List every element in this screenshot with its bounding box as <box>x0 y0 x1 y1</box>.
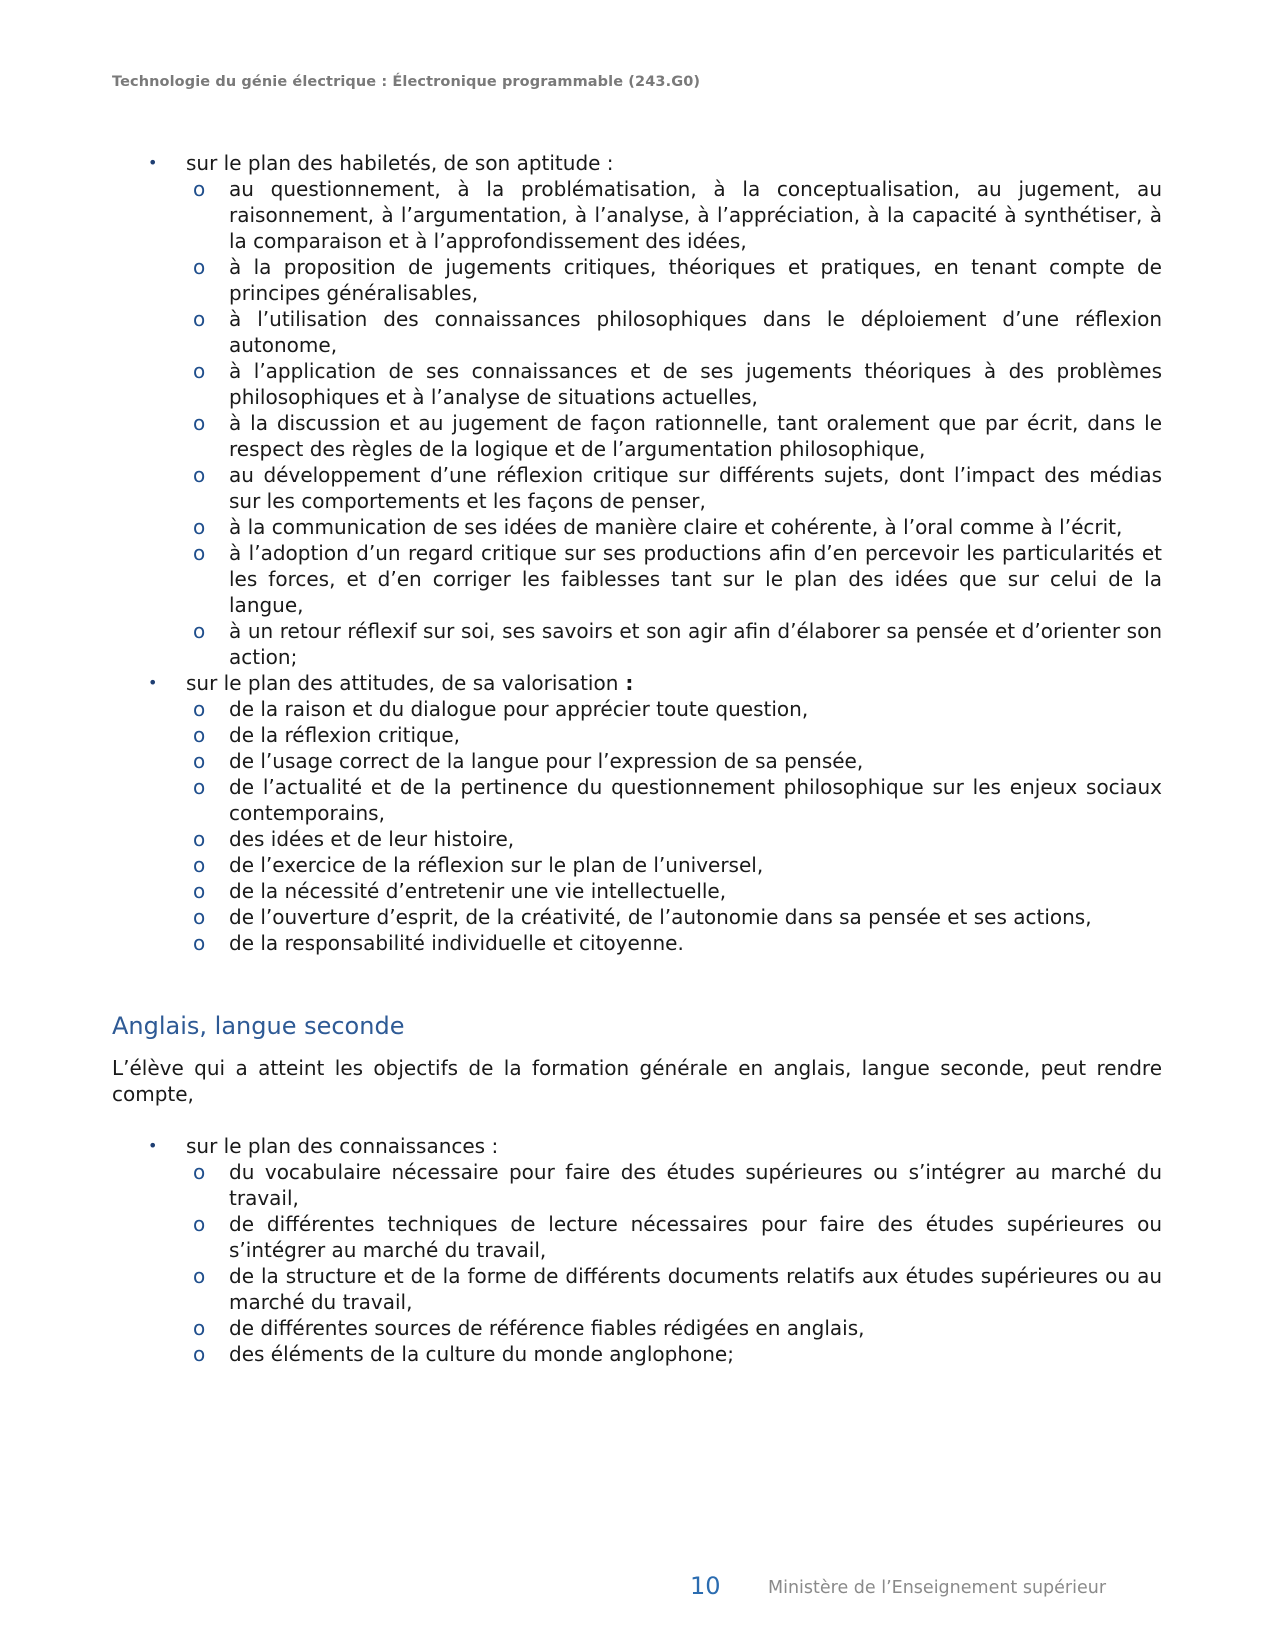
sub-list-item <box>193 514 1162 540</box>
list-label: sur le plan des habiletés, de son aptitude : <box>186 151 614 175</box>
sub-bullet-marker: o <box>193 749 206 773</box>
sub-list-item <box>193 930 1162 956</box>
skills-sublist <box>186 176 1162 670</box>
sub-bullet-marker: o <box>193 541 206 565</box>
sub-list-item <box>193 176 1162 254</box>
section-intro: L’élève qui a atteint les objectifs de la formation générale en anglais, langue seconde, peut rendre compte, <box>112 1056 1162 1106</box>
sub-list-item <box>193 306 1162 358</box>
sub-bullet-marker: o <box>193 1212 206 1236</box>
list-label: sur le plan des connaissances : <box>186 1134 499 1158</box>
sub-bullet-marker: o <box>193 697 206 721</box>
sub-list-text: de l’exercice de la réflexion sur le plan de l’universel, <box>229 853 764 877</box>
sub-list-item <box>193 1211 1162 1263</box>
sub-bullet-marker: o <box>193 853 206 877</box>
attitudes-list-item <box>148 670 1162 956</box>
sub-list-item <box>193 540 1162 618</box>
footer-text: Ministère de l’Enseignement supérieur <box>768 1578 1107 1598</box>
sub-bullet-marker: o <box>193 619 206 643</box>
sub-list-item <box>193 722 1162 748</box>
sub-bullet-marker: o <box>193 879 206 903</box>
sub-list-item <box>193 254 1162 306</box>
sub-bullet-marker: o <box>193 177 206 201</box>
sub-list-item <box>193 696 1162 722</box>
sub-list-item <box>193 358 1162 410</box>
attitudes-list <box>112 670 1162 956</box>
sub-list-item <box>193 1263 1162 1315</box>
section-heading: Anglais, langue seconde <box>112 1012 405 1040</box>
sub-list-item <box>193 1341 1162 1367</box>
sub-list-item <box>193 904 1162 930</box>
bullet-marker: • <box>148 153 158 172</box>
bullet-marker: • <box>148 673 158 692</box>
sub-list-item <box>193 410 1162 462</box>
sub-bullet-marker: o <box>193 1342 206 1366</box>
sub-list-text: à la communication de ses idées de manière claire et cohérente, à l’oral comme à l’écrit, <box>229 515 1123 539</box>
sub-list-item <box>193 852 1162 878</box>
sub-list-text: au questionnement, à la problématisation, à la conceptualisation, au jugement, au raisonnement, à l’argumentation, à l’analyse, à l’appréciation, à la capacité à synthétiser, à la comparaison et à l’approfondissement des idées, <box>229 177 1162 253</box>
sub-bullet-marker: o <box>193 1264 206 1288</box>
sub-bullet-marker: o <box>193 255 206 279</box>
sub-list-text: de l’ouverture d’esprit, de la créativité, de l’autonomie dans sa pensée et ses actions, <box>229 905 1092 929</box>
sub-list-text: à l’adoption d’un regard critique sur ses productions afin d’en percevoir les particularités et les forces, et d’en corriger les faiblesses tant sur le plan des idées que sur celui de la langue, <box>229 541 1162 617</box>
sub-list-text: de la responsabilité individuelle et citoyenne. <box>229 931 684 955</box>
sub-list-text: de différentes sources de référence fiables rédigées en anglais, <box>229 1316 865 1340</box>
sub-bullet-marker: o <box>193 827 206 851</box>
sub-bullet-marker: o <box>193 463 206 487</box>
sub-list-text: au développement d’une réflexion critique sur différents sujets, dont l’impact des médias sur les comportements et les façons de penser, <box>229 463 1162 513</box>
sub-list-text: du vocabulaire nécessaire pour faire des études supérieures ou s’intégrer au marché du travail, <box>229 1160 1162 1210</box>
sub-list-text: à un retour réflexif sur soi, ses savoirs et son agir afin d’élaborer sa pensée et d’orienter son action; <box>229 619 1162 669</box>
sub-list-item <box>193 826 1162 852</box>
sub-bullet-marker: o <box>193 1316 206 1340</box>
sub-list-text: des idées et de leur histoire, <box>229 827 515 851</box>
sub-bullet-marker: o <box>193 775 206 799</box>
list-label: sur le plan des attitudes, de sa valorisation <box>186 671 619 695</box>
sub-list-text: à l’utilisation des connaissances philosophiques dans le déploiement d’une réflexion autonome, <box>229 307 1162 357</box>
knowledge-list <box>112 1133 1162 1367</box>
knowledge-list-item <box>148 1133 1162 1367</box>
sub-list-text: de l’actualité et de la pertinence du questionnement philosophique sur les enjeux sociaux contemporains, <box>229 775 1162 825</box>
sub-list-item <box>193 748 1162 774</box>
sub-list-text: à la proposition de jugements critiques, théoriques et pratiques, en tenant compte de principes généralisables, <box>229 255 1162 305</box>
running-header: Technologie du génie électrique : Électronique programmable (243.G0) <box>112 74 701 90</box>
document-body <box>112 150 1162 1367</box>
page-number: 10 <box>690 1572 721 1600</box>
sub-bullet-marker: o <box>193 515 206 539</box>
knowledge-sublist <box>186 1159 1162 1367</box>
sub-bullet-marker: o <box>193 1160 206 1184</box>
sub-list-item <box>193 1315 1162 1341</box>
sub-bullet-marker: o <box>193 931 206 955</box>
sub-list-text: à l’application de ses connaissances et de ses jugements théoriques à des problèmes philosophiques et à l’analyse de situations actuelles, <box>229 359 1162 409</box>
sub-list-text: à la discussion et au jugement de façon rationnelle, tant oralement que par écrit, dans le respect des règles de la logique et de l’argumentation philosophique, <box>229 411 1162 461</box>
sub-list-text: de la nécessité d’entretenir une vie intellectuelle, <box>229 879 727 903</box>
sub-list-item <box>193 878 1162 904</box>
sub-list-item <box>193 1159 1162 1211</box>
sub-list-item <box>193 774 1162 826</box>
sub-list-text: de la raison et du dialogue pour apprécier toute question, <box>229 697 809 721</box>
sub-list-text: de différentes techniques de lecture nécessaires pour faire des études supérieures ou s’intégrer au marché du travail, <box>229 1212 1162 1262</box>
sub-bullet-marker: o <box>193 307 206 331</box>
sub-bullet-marker: o <box>193 359 206 383</box>
sub-list-text: de la réflexion critique, <box>229 723 461 747</box>
sub-list-text: de l’usage correct de la langue pour l’expression de sa pensée, <box>229 749 864 773</box>
skills-list-item <box>148 150 1162 670</box>
attitudes-sublist <box>186 696 1162 956</box>
sub-bullet-marker: o <box>193 411 206 435</box>
list-label-colon: : <box>618 671 634 695</box>
sub-list-item <box>193 462 1162 514</box>
sub-bullet-marker: o <box>193 723 206 747</box>
skills-list <box>112 150 1162 670</box>
sub-list-item <box>193 618 1162 670</box>
sub-bullet-marker: o <box>193 905 206 929</box>
bullet-marker: • <box>148 1136 158 1155</box>
sub-list-text: de la structure et de la forme de différents documents relatifs aux études supérieures ou au marché du travail, <box>229 1264 1162 1314</box>
sub-list-text: des éléments de la culture du monde anglophone; <box>229 1342 734 1366</box>
